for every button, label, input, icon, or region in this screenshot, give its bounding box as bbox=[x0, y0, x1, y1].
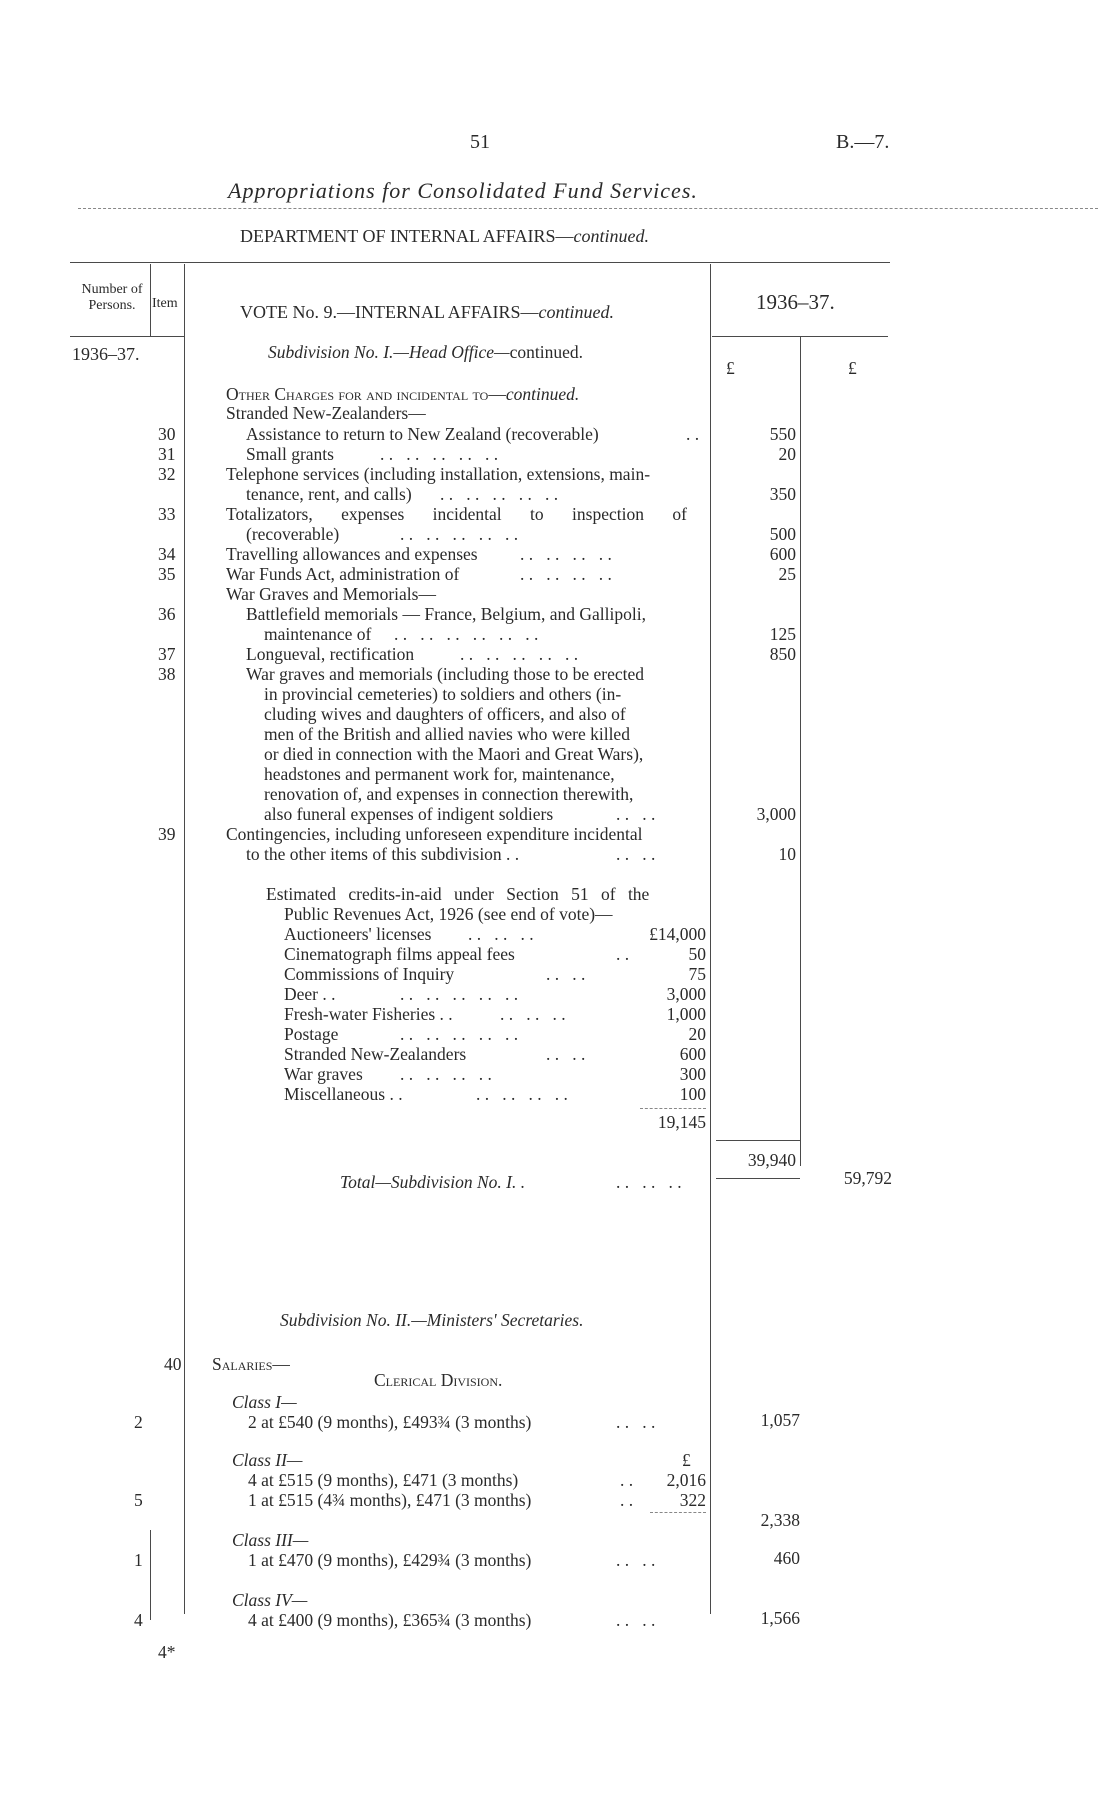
other-charges-title: Other Charges for and incidental to— bbox=[226, 384, 506, 404]
item-description: Totalizators, expenses incidental to inspection of bbox=[226, 504, 687, 524]
signature-mark: 4* bbox=[158, 1642, 176, 1662]
leader-dots: . . . . . . . . bbox=[520, 564, 612, 584]
leader-dots: . . . . bbox=[546, 964, 586, 984]
persons-count: 2 bbox=[134, 1412, 143, 1432]
leader-dots: . . . . bbox=[616, 804, 656, 824]
persons-year-label: 1936–37. bbox=[72, 344, 140, 364]
item-number: 35 bbox=[158, 564, 176, 584]
item-description: Travelling allowances and expenses bbox=[226, 544, 478, 564]
item-amount: 125 bbox=[769, 624, 796, 644]
item-description-cont: or died in connection with the Maori and Great Wars), bbox=[264, 744, 644, 764]
salary-sub-amount: 2,016 bbox=[666, 1470, 706, 1490]
item-description-cont: also funeral expenses of indigent soldiers bbox=[264, 804, 554, 824]
item-description: Assistance to return to New Zealand (recoverable) bbox=[246, 424, 599, 444]
item-number: 34 bbox=[158, 544, 176, 564]
vote-cont: continued. bbox=[538, 302, 614, 322]
item-number: 39 bbox=[158, 824, 176, 844]
vote-title: VOTE No. 9.—INTERNAL AFFAIRS— bbox=[240, 302, 539, 322]
class-1-label: Class I— bbox=[232, 1392, 297, 1412]
item-description-cont: maintenance of bbox=[264, 624, 372, 644]
item-description: Telephone services (including installation, extensions, main- bbox=[226, 464, 651, 484]
page-number: 51 bbox=[470, 131, 490, 153]
leader-dots: . . bbox=[686, 424, 700, 444]
class-4-label: Class IV— bbox=[232, 1590, 308, 1610]
persons-column-header: Number of Persons. bbox=[81, 282, 143, 313]
leader-dots: . . . . . . . . bbox=[520, 544, 612, 564]
leader-dots: . . . . bbox=[616, 1610, 656, 1630]
item-text-divider bbox=[184, 264, 185, 1614]
item-description-cont: tenance, rent, and calls) bbox=[246, 484, 412, 504]
credit-label: Stranded New-Zealanders bbox=[284, 1044, 467, 1064]
credit-label: Miscellaneous . . bbox=[284, 1084, 403, 1104]
subdivision-1-total-label: Total—Subdivision No. I. . bbox=[340, 1172, 526, 1192]
credit-label: Postage bbox=[284, 1024, 339, 1044]
item-number: 38 bbox=[158, 664, 176, 684]
leader-dots: . . . . . . . . . . bbox=[440, 484, 559, 504]
item-amount: 500 bbox=[769, 524, 796, 544]
item-description-cont: (recoverable) bbox=[246, 524, 340, 544]
leader-dots: . . . . bbox=[616, 844, 656, 864]
item-description-cont: renovation of, and expenses in connection therewith, bbox=[264, 784, 634, 804]
credit-amount: 100 bbox=[679, 1084, 706, 1104]
leader-dots: . . . . . . bbox=[500, 1004, 566, 1024]
credit-amount: 1,000 bbox=[666, 1004, 706, 1024]
item-description: Longueval, rectification bbox=[246, 644, 415, 664]
leader-dots: . . bbox=[620, 1490, 634, 1510]
credit-label: Deer . . bbox=[284, 984, 336, 1004]
credit-amount: 20 bbox=[688, 1024, 706, 1044]
stranded-heading: Stranded New-Zealanders— bbox=[226, 403, 426, 423]
subdivision-2-heading: Subdivision No. II.—Ministers' Secretaries. bbox=[280, 1310, 584, 1330]
persons-count: 5 bbox=[134, 1490, 143, 1510]
credit-label: Auctioneers' licenses bbox=[284, 924, 432, 944]
class-amount: 1,566 bbox=[760, 1608, 800, 1628]
war-graves-heading: War Graves and Memorials— bbox=[226, 584, 436, 604]
leader-dots: . . . . bbox=[546, 1044, 586, 1064]
credit-amount: 3,000 bbox=[666, 984, 706, 1004]
document-reference: B.—7. bbox=[836, 131, 890, 153]
subtotal-rule-bottom bbox=[716, 1178, 800, 1179]
credit-label: Commissions of Inquiry bbox=[284, 964, 455, 984]
leader-dots: . . . . . . bbox=[468, 924, 534, 944]
persons-item-divider-lower bbox=[150, 1530, 151, 1620]
salary-line: 4 at £400 (9 months), £365¾ (3 months) bbox=[248, 1610, 532, 1630]
leader-dots: . . . . . . bbox=[616, 1172, 682, 1192]
item-amount: 550 bbox=[769, 424, 796, 444]
item-number: 31 bbox=[158, 444, 176, 464]
leader-dots: . . . . . . . . . . bbox=[460, 644, 579, 664]
salary-line: 2 at £540 (9 months), £493¾ (3 months) bbox=[248, 1412, 532, 1432]
item-description-cont: to the other items of this subdivision . . bbox=[246, 844, 520, 864]
credit-label: War graves bbox=[284, 1064, 363, 1084]
credit-amount: 50 bbox=[688, 944, 706, 964]
salary-line: 1 at £470 (9 months), £429¾ (3 months) bbox=[248, 1550, 532, 1570]
item-number: 40 bbox=[164, 1354, 182, 1374]
subdivision-1-cont: continued. bbox=[509, 342, 583, 362]
title-rule bbox=[78, 208, 1098, 209]
persons-item-divider bbox=[150, 264, 151, 336]
credit-amount: £14,000 bbox=[649, 924, 706, 944]
class-amount: 460 bbox=[773, 1548, 800, 1568]
pound-sign-col1: £ bbox=[726, 358, 735, 378]
credit-amount: 300 bbox=[679, 1064, 706, 1084]
leader-dots: . . . . . . . . . . bbox=[380, 444, 499, 464]
other-charges-cont: continued. bbox=[505, 384, 580, 404]
vote-heading bbox=[240, 302, 614, 322]
persons-count: 4 bbox=[134, 1610, 143, 1630]
salary-line: 4 at £515 (9 months), £471 (3 months) bbox=[248, 1470, 519, 1490]
salaries-heading: Salaries— bbox=[212, 1354, 290, 1374]
salary-line: 1 at £515 (4¾ months), £471 (3 months) bbox=[248, 1490, 532, 1510]
persons-count: 1 bbox=[134, 1550, 143, 1570]
item-number: 36 bbox=[158, 604, 176, 624]
clerical-division-heading: Clerical Division. bbox=[374, 1370, 503, 1390]
item-description: Contingencies, including unforeseen expenditure incidental bbox=[226, 824, 643, 844]
leader-dots: . . bbox=[616, 944, 630, 964]
class-amount: 1,057 bbox=[760, 1410, 800, 1430]
credits-intro-cont: Public Revenues Act, 1926 (see end of vote)— bbox=[284, 904, 613, 924]
item-number: 32 bbox=[158, 464, 176, 484]
item-description-cont: cluding wives and daughters of officers, and also of bbox=[264, 704, 626, 724]
credit-label: Cinematograph films appeal fees bbox=[284, 944, 515, 964]
item-description: War Funds Act, administration of bbox=[226, 564, 460, 584]
item-amount: 10 bbox=[778, 844, 796, 864]
amount-column-divider bbox=[800, 336, 801, 1166]
year-column-header: 1936–37. bbox=[756, 290, 835, 314]
class-2-pound: £ bbox=[682, 1450, 691, 1470]
leader-dots: . . bbox=[620, 1470, 634, 1490]
item-column-header: Item bbox=[152, 296, 178, 311]
item-description-cont: men of the British and allied navies who were killed bbox=[264, 724, 630, 744]
item-amount: 350 bbox=[769, 484, 796, 504]
salary-sub-amount: 322 bbox=[679, 1490, 706, 1510]
leader-dots: . . . . . . . . bbox=[400, 1064, 492, 1084]
item-description: Battlefield memorials — France, Belgium, and Gallipoli, bbox=[246, 604, 646, 624]
credits-sum-rule bbox=[640, 1108, 706, 1109]
header-bottom-rule bbox=[70, 336, 184, 337]
item-description-cont: in provincial cemeteries) to soldiers and others (in- bbox=[264, 684, 622, 704]
department-heading bbox=[240, 226, 649, 246]
credits-total: 19,145 bbox=[657, 1112, 706, 1132]
item-number: 37 bbox=[158, 644, 176, 664]
subdivision-1-subtotal: 39,940 bbox=[747, 1150, 796, 1170]
subdivision-1-heading bbox=[268, 342, 583, 362]
class-2-sum-rule bbox=[650, 1512, 706, 1513]
leader-dots: . . . . bbox=[616, 1412, 656, 1432]
subdivision-1-title: Subdivision No. I.—Head Office— bbox=[268, 342, 510, 362]
leader-dots: . . . . . . . . . . bbox=[400, 524, 519, 544]
leader-dots: . . . . . . . . . . bbox=[400, 1024, 519, 1044]
leader-dots: . . . . bbox=[616, 1550, 656, 1570]
department-cont: continued. bbox=[573, 226, 649, 246]
class-2-label: Class II— bbox=[232, 1450, 303, 1470]
credit-amount: 600 bbox=[679, 1044, 706, 1064]
credit-amount: 75 bbox=[688, 964, 706, 984]
leader-dots: . . . . . . . . . . bbox=[400, 984, 519, 1004]
leader-dots: . . . . . . . . bbox=[476, 1084, 568, 1104]
class-3-label: Class III— bbox=[232, 1530, 309, 1550]
item-amount: 600 bbox=[769, 544, 796, 564]
other-charges-heading bbox=[226, 384, 579, 404]
item-amount: 25 bbox=[778, 564, 796, 584]
item-description: War graves and memorials (including those to be erected bbox=[246, 664, 645, 684]
item-number: 33 bbox=[158, 504, 176, 524]
text-amount-divider bbox=[710, 264, 711, 1614]
item-amount: 3,000 bbox=[756, 804, 796, 824]
credits-intro: Estimated credits-in-aid under Section 51 of the bbox=[266, 884, 650, 904]
department-name: DEPARTMENT OF INTERNAL AFFAIRS— bbox=[240, 226, 574, 246]
pound-sign-col2: £ bbox=[848, 358, 857, 378]
item-number: 30 bbox=[158, 424, 176, 444]
item-amount: 850 bbox=[769, 644, 796, 664]
table-top-rule bbox=[70, 262, 890, 263]
item-description: Small grants bbox=[246, 444, 334, 464]
leader-dots: . . . . . . . . . . . . bbox=[394, 624, 539, 644]
item-amount: 20 bbox=[778, 444, 796, 464]
class-amount: 2,338 bbox=[760, 1510, 800, 1530]
subdivision-1-total: 59,792 bbox=[843, 1168, 892, 1188]
subtotal-rule-top bbox=[716, 1140, 800, 1141]
page-title: Appropriations for Consolidated Fund Services. bbox=[228, 178, 698, 203]
item-description-cont: headstones and permanent work for, maintenance, bbox=[264, 764, 615, 784]
credit-label: Fresh-water Fisheries . . bbox=[284, 1004, 453, 1024]
